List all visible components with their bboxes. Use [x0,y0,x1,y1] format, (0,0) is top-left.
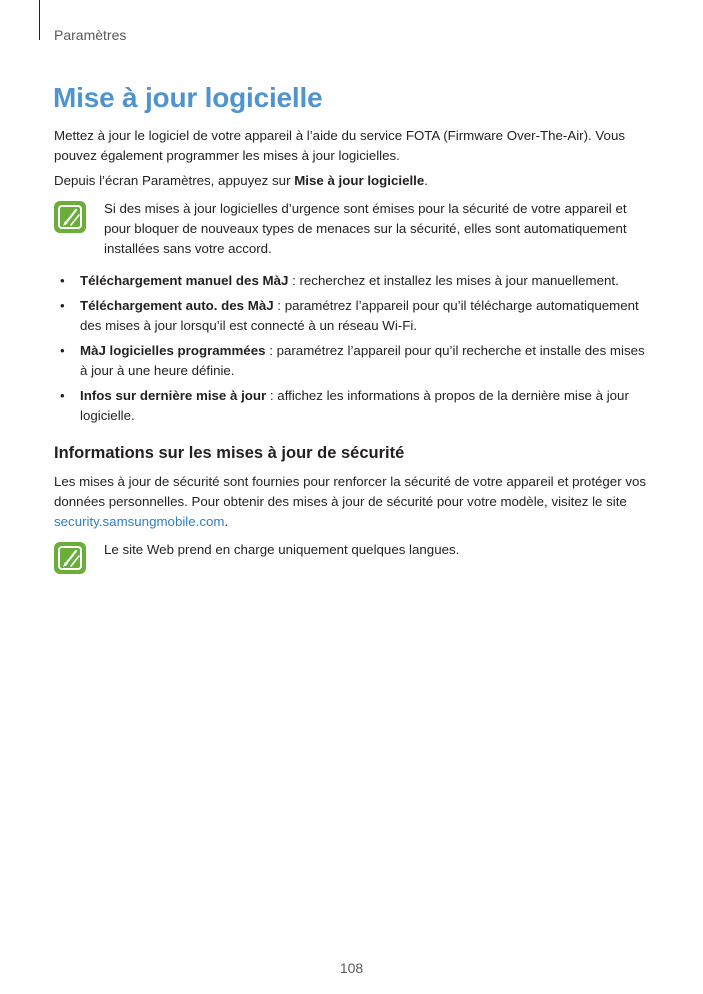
section-label: Paramètres [54,27,127,43]
option-term: Téléchargement auto. des MàJ [80,298,274,313]
instruction-menu-name: Mise à jour logicielle [294,173,425,188]
option-term: Téléchargement manuel des MàJ [80,273,289,288]
list-item [54,296,654,336]
list-item [54,341,654,381]
instruction-suffix: . [424,173,428,188]
option-description: : affichez les informations à propos de la dernière mise à jour logicielle. [80,388,629,423]
security-site-link[interactable]: security.samsungmobile.com [54,514,225,529]
bullet-dot: • [60,298,65,313]
note-text: Si des mises à jour logicielles d’urgence sont émises pour la sécurité de votre appareil et pour bloquer de nouveaux types de menaces sur la sécurité, elles sont automatiquement installées sans votre accord. [104,201,627,256]
option-description: : paramétrez l’appareil pour qu’il recherche et installe des mises à jour à une heure définie. [80,343,645,378]
update-options-list [54,271,654,426]
note-text: Le site Web prend en charge uniquement quelques langues. [104,542,460,557]
list-item [54,386,654,426]
list-item [54,271,654,291]
instruction-paragraph [54,171,654,191]
page-content [54,126,654,572]
security-paragraph [54,472,654,532]
header-divider [39,0,40,40]
option-description: : paramétrez l’appareil pour qu’il télécharge automatiquement des mises à jour lorsqu’il est connecté à un réseau Wi-Fi. [80,298,639,333]
urgent-update-note [54,199,654,259]
bullet-dot: • [60,343,65,358]
option-term: MàJ logicielles programmées [80,343,266,358]
security-text: Les mises à jour de sécurité sont fournies pour renforcer la sécurité de votre appareil et protéger vos données personnelles. Pour obtenir des mises à jour de sécurité pour votre modèle, visitez le site [54,474,647,509]
intro-paragraph: Mettez à jour le logiciel de votre appareil à l’aide du service FOTA (Firmware Over-The-Air). Vous pouvez également programmer les mises à jour logicielles. [54,128,625,163]
security-heading: Informations sur les mises à jour de sécurité [54,444,405,462]
instruction-prefix: Depuis l’écran Paramètres, appuyez sur [54,173,295,188]
page-number: 108 [339,960,364,976]
language-note [54,540,654,560]
bullet-dot: • [60,388,65,403]
bullet-dot: • [60,273,65,288]
page-title: Mise à jour logicielle [53,82,323,113]
option-term: Infos sur dernière mise à jour [80,388,267,403]
security-suffix: . [224,514,229,529]
note-pencil-icon [54,542,86,574]
option-description: : recherchez et installez les mises à jour manuellement. [288,273,619,288]
note-pencil-icon [54,201,86,233]
